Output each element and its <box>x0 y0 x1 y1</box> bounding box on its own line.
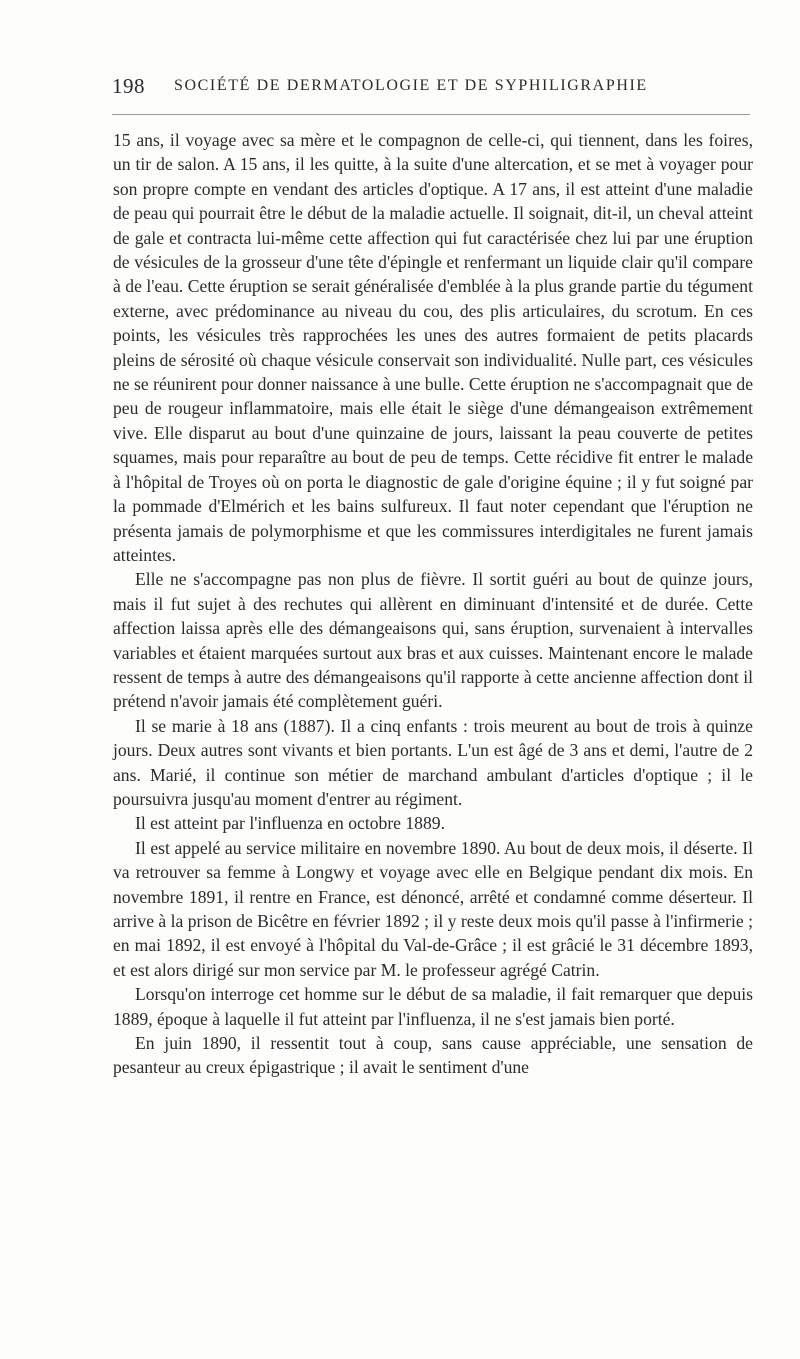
paragraph: Elle ne s'accompagne pas non plus de fièvre. Il sortit guéri au bout de quinze jours, mais il fut sujet à des rechutes qui allèrent en diminuant d'intensité et de durée. Cette affection laissa après elle des démangeaisons qui, sans éruption, survenaient à intervalles variables et étaient marquées surtout aux bras et aux cuisses. Maintenant encore le malade ressent de temps à autre des démangeaisons qu'il rapporte à cette ancienne affection dont il prétend n'avoir jamais été complètement guéri. <box>113 569 753 712</box>
body-text <box>113 128 753 1080</box>
paragraph: Lorsqu'on interroge cet homme sur le début de sa maladie, il fait remarquer que depuis 1889, époque à laquelle il fut atteint par l'influenza, il ne s'est jamais bien porté. <box>113 984 753 1029</box>
header-rule <box>112 114 750 115</box>
page-number: 198 <box>112 74 145 98</box>
paragraph: Il se marie à 18 ans (1887). Il a cinq enfants : trois meurent au bout de trois à quinze jours. Deux autres sont vivants et bien portants. L'un est âgé de 3 ans et demi, l'autre de 2 ans. Marié, il continue son métier de marchand ambulant d'articles d'optique ; il le poursuivra jusqu'au moment d'entrer au régiment. <box>113 715 753 809</box>
paragraph: Il est atteint par l'influenza en octobre 1889. <box>135 813 445 834</box>
paragraph: Il est appelé au service militaire en novembre 1890. Au bout de deux mois, il déserte. Il va retrouver sa femme à Longwy et voyage avec elle en Belgique pendant dix mois. En novembre 1891, il rentre en France, est dénoncé, arrêté et condamné comme déserteur. Il arrive à la prison de Bicêtre en février 1892 ; il y reste deux mois qu'il passe à l'infirmerie ; en mai 1892, il est envoyé à l'hôpital du Val-de-Grâce ; il est grâcié le 31 décembre 1893, et est alors dirigé sur mon service par M. le professeur agrégé Catrin. <box>113 837 753 980</box>
paragraph: En juin 1890, il ressentit tout à coup, sans cause appréciable, une sensation de pesanteur au creux épigastrique ; il avait le sentiment d'une <box>113 1033 753 1078</box>
paragraph: 15 ans, il voyage avec sa mère et le compagnon de celle-ci, qui tiennent, dans les foires, un tir de salon. A 15 ans, il les quitte, à la suite d'une altercation, et se met à voyager pour son propre compte en vendant des articles d'optique. A 17 ans, il est atteint d'une maladie de peau qui pourrait être le début de la maladie actuelle. Il soignait, dit-il, un cheval atteint de gale et contracta lui-même cette affection qui fut caractérisée chez lui par une éruption de vésicules de la grosseur d'une tête d'épingle et renfermant un liquide clair qu'il compare à de l'eau. Cette éruption se serait généralisée d'emblée à la plus grande partie du tégument externe, avec prédominance au niveau du cou, des plis articulaires, du scrotum. En ces points, les vésicules très rapprochées les unes des autres formaient de petits placards pleins de sérosité où chaque vésicule conservait son individualité. Nulle part, ces vésicules ne se réunirent pour donner naissance à une bulle. Cette éruption ne s'accompagnait que de peu de rougeur inflammatoire, mais elle était le siège d'une démangeaison extrêmement vive. Elle disparut au bout d'une quinzaine de jours, laissant la peau couverte de petites squames, mais pour reparaître au bout de peu de temps. Cette récidive fit entrer le malade à l'hôpital de Troyes où on porta le diagnostic de gale d'origine équine ; il y fut soigné par la pommade d'Elmérich et les bains sulfureux. Il faut noter cependant que l'éruption ne présenta jamais de polymorphisme et que les commissures interdigitales ne furent jamais atteintes. <box>113 130 753 565</box>
running-title: SOCIÉTÉ DE DERMATOLOGIE ET DE SYPHILIGRAPHIE <box>174 77 648 94</box>
running-header <box>112 74 752 104</box>
